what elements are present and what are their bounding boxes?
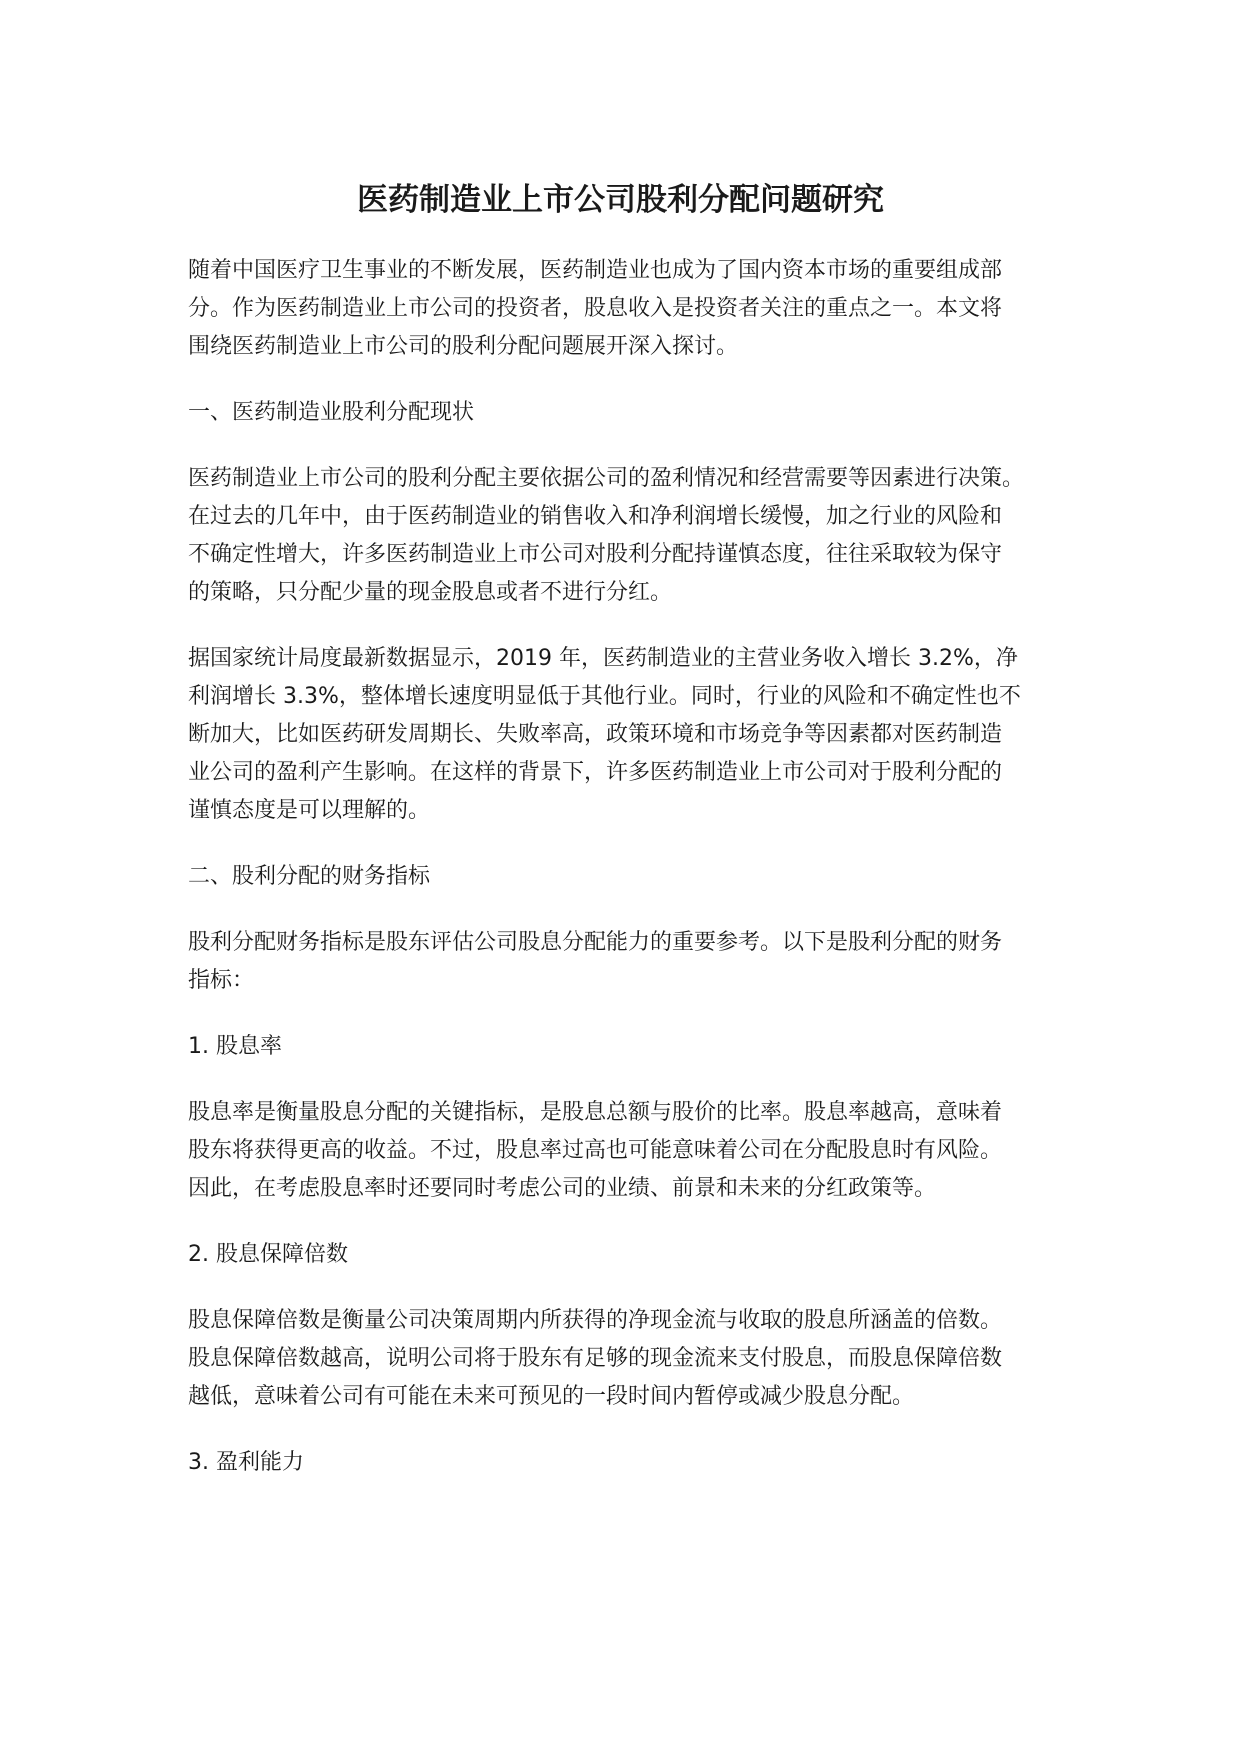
body-line: 随着中国医疗卫生事业的不断发展，医药制造业也成为了国内资本市场的重要组成部 bbox=[188, 258, 1003, 283]
body-line: 股息率是衡量股息分配的关键指标，是股息总额与股价的比率。股息率越高，意味着 bbox=[188, 1100, 1003, 1125]
body-line: 医药制造业上市公司的股利分配主要依据公司的盈利情况和经营需要等因素进行决策。 bbox=[188, 466, 1025, 491]
subsection-heading: 3. 盈利能力 bbox=[188, 1450, 304, 1475]
body-line: 在过去的几年中，由于医药制造业的销售收入和净利润增长缓慢，加之行业的风险和 bbox=[188, 504, 1003, 529]
section-heading: 一、医药制造业股利分配现状 bbox=[188, 400, 475, 425]
subsection-heading: 2. 股息保障倍数 bbox=[188, 1242, 348, 1267]
body-line: 股息保障倍数是衡量公司决策周期内所获得的净现金流与收取的股息所涵盖的倍数。 bbox=[188, 1308, 1003, 1333]
body-line: 股东将获得更高的收益。不过，股息率过高也可能意味着公司在分配股息时有风险。 bbox=[188, 1138, 1003, 1163]
document-title: 医药制造业上市公司股利分配问题研究 bbox=[357, 182, 884, 218]
body-line: 据国家统计局度最新数据显示，2019 年，医药制造业的主营业务收入增长 3.2%，净 bbox=[188, 646, 1018, 671]
body-line: 利润增长 3.3%，整体增长速度明显低于其他行业。同时，行业的风险和不确定性也不 bbox=[188, 684, 1021, 709]
body-line: 因此，在考虑股息率时还要同时考虑公司的业绩、前景和未来的分红政策等。 bbox=[188, 1176, 937, 1201]
body-line: 不确定性增大，许多医药制造业上市公司对股利分配持谨慎态度，往往采取较为保守 bbox=[188, 542, 1003, 567]
body-line: 分。作为医药制造业上市公司的投资者，股息收入是投资者关注的重点之一。本文将 bbox=[188, 296, 1003, 321]
body-line: 谨慎态度是可以理解的。 bbox=[188, 798, 431, 823]
section-heading: 二、股利分配的财务指标 bbox=[188, 864, 431, 889]
body-line: 业公司的盈利产生影响。在这样的背景下，许多医药制造业上市公司对于股利分配的 bbox=[188, 760, 1003, 785]
body-line: 股息保障倍数越高，说明公司将于股东有足够的现金流来支付股息，而股息保障倍数 bbox=[188, 1346, 1003, 1371]
body-line: 的策略，只分配少量的现金股息或者不进行分红。 bbox=[188, 580, 673, 605]
body-line: 围绕医药制造业上市公司的股利分配问题展开深入探讨。 bbox=[188, 334, 739, 359]
subsection-heading: 1. 股息率 bbox=[188, 1034, 282, 1059]
body-line: 断加大，比如医药研发周期长、失败率高，政策环境和市场竞争等因素都对医药制造 bbox=[188, 722, 1003, 747]
body-line: 指标： bbox=[188, 968, 255, 993]
body-line: 股利分配财务指标是股东评估公司股息分配能力的重要参考。以下是股利分配的财务 bbox=[188, 930, 1003, 955]
body-line: 越低，意味着公司有可能在未来可预见的一段时间内暂停或减少股息分配。 bbox=[188, 1384, 915, 1409]
